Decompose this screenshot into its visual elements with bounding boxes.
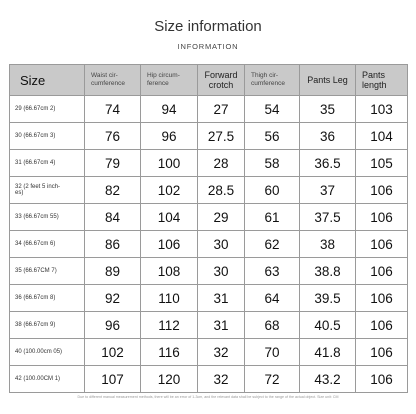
size-cell: 31 (66.67cm 4): [10, 150, 85, 177]
size-table: [9, 64, 408, 393]
measurement-cell: 86: [85, 231, 141, 258]
measurement-cell: 62: [245, 231, 300, 258]
measurement-cell: 79: [85, 150, 141, 177]
table-header-row: [10, 65, 408, 96]
size-cell: 32 (2 feet 5 inch- es): [10, 177, 85, 204]
measurement-cell: 106: [356, 312, 408, 339]
size-cell: 34 (66.67cm 6): [10, 231, 85, 258]
footnote: Due to different manual measurement methods, there will be an error of 1-3cm, and the relevant data shall be subject to the range of the actual object. Size unit: CM: [77, 395, 339, 399]
size-cell: 35 (66.67CM 7): [10, 258, 85, 285]
page-title: Size information: [154, 18, 262, 35]
measurement-cell: 102: [85, 339, 141, 366]
measurement-cell: 106: [141, 231, 198, 258]
measurement-cell: 32: [198, 366, 245, 393]
measurement-cell: 30: [198, 258, 245, 285]
measurement-cell: 112: [141, 312, 198, 339]
measurement-cell: 96: [85, 312, 141, 339]
measurement-cell: 28.5: [198, 177, 245, 204]
measurement-cell: 106: [356, 258, 408, 285]
measurement-cell: 82: [85, 177, 141, 204]
table-row: [10, 177, 408, 204]
size-cell: 40 (100.00cm 05): [10, 339, 85, 366]
measurement-cell: 76: [85, 123, 141, 150]
measurement-cell: 40.5: [300, 312, 356, 339]
measurement-cell: 104: [356, 123, 408, 150]
measurement-cell: 84: [85, 204, 141, 231]
measurement-cell: 92: [85, 285, 141, 312]
measurement-cell: 68: [245, 312, 300, 339]
measurement-cell: 54: [245, 96, 300, 123]
measurement-cell: 106: [356, 204, 408, 231]
header-thigh: Thigh cir- cumference: [245, 65, 300, 96]
table-row: [10, 204, 408, 231]
measurement-cell: 38: [300, 231, 356, 258]
measurement-cell: 43.2: [300, 366, 356, 393]
measurement-cell: 64: [245, 285, 300, 312]
header-hip: Hip circum- ference: [141, 65, 198, 96]
measurement-cell: 61: [245, 204, 300, 231]
table-row: [10, 258, 408, 285]
measurement-cell: 63: [245, 258, 300, 285]
measurement-cell: 106: [356, 285, 408, 312]
measurement-cell: 27.5: [198, 123, 245, 150]
measurement-cell: 106: [356, 339, 408, 366]
measurement-cell: 94: [141, 96, 198, 123]
measurement-cell: 107: [85, 366, 141, 393]
size-cell: 30 (66.67cm 3): [10, 123, 85, 150]
table-row: [10, 285, 408, 312]
measurement-cell: 89: [85, 258, 141, 285]
measurement-cell: 31: [198, 312, 245, 339]
size-cell: 33 (66.67cm 55): [10, 204, 85, 231]
table-row: [10, 312, 408, 339]
table-body: [10, 96, 408, 393]
header-pants-length: Pants length: [356, 65, 408, 96]
size-cell: 38 (66.67cm 9): [10, 312, 85, 339]
measurement-cell: 116: [141, 339, 198, 366]
measurement-cell: 27: [198, 96, 245, 123]
header-forward-crotch: Forward crotch: [198, 65, 245, 96]
table-row: [10, 339, 408, 366]
measurement-cell: 35: [300, 96, 356, 123]
measurement-cell: 72: [245, 366, 300, 393]
measurement-cell: 30: [198, 231, 245, 258]
measurement-cell: 38.8: [300, 258, 356, 285]
table-row: [10, 150, 408, 177]
table-row: [10, 96, 408, 123]
measurement-cell: 31: [198, 285, 245, 312]
measurement-cell: 106: [356, 231, 408, 258]
measurement-cell: 100: [141, 150, 198, 177]
header-waist: Waist cir- cumference: [85, 65, 141, 96]
measurement-cell: 60: [245, 177, 300, 204]
measurement-cell: 32: [198, 339, 245, 366]
page-subtitle: INFORMATION: [177, 42, 239, 51]
size-cell: 29 (66.67cm 2): [10, 96, 85, 123]
measurement-cell: 106: [356, 366, 408, 393]
measurement-cell: 104: [141, 204, 198, 231]
header-size: Size: [10, 65, 85, 96]
measurement-cell: 37: [300, 177, 356, 204]
header-pants-leg: Pants Leg: [300, 65, 356, 96]
measurement-cell: 96: [141, 123, 198, 150]
measurement-cell: 41.8: [300, 339, 356, 366]
size-cell: 42 (100.00CM 1): [10, 366, 85, 393]
table-row: [10, 366, 408, 393]
measurement-cell: 105: [356, 150, 408, 177]
measurement-cell: 28: [198, 150, 245, 177]
measurement-cell: 36: [300, 123, 356, 150]
measurement-cell: 37.5: [300, 204, 356, 231]
measurement-cell: 120: [141, 366, 198, 393]
measurement-cell: 110: [141, 285, 198, 312]
size-cell: 36 (66.67cm 8): [10, 285, 85, 312]
measurement-cell: 106: [356, 177, 408, 204]
measurement-cell: 70: [245, 339, 300, 366]
measurement-cell: 103: [356, 96, 408, 123]
measurement-cell: 102: [141, 177, 198, 204]
measurement-cell: 74: [85, 96, 141, 123]
measurement-cell: 29: [198, 204, 245, 231]
measurement-cell: 108: [141, 258, 198, 285]
measurement-cell: 39.5: [300, 285, 356, 312]
measurement-cell: 36.5: [300, 150, 356, 177]
table-row: [10, 123, 408, 150]
measurement-cell: 58: [245, 150, 300, 177]
table-row: [10, 231, 408, 258]
measurement-cell: 56: [245, 123, 300, 150]
